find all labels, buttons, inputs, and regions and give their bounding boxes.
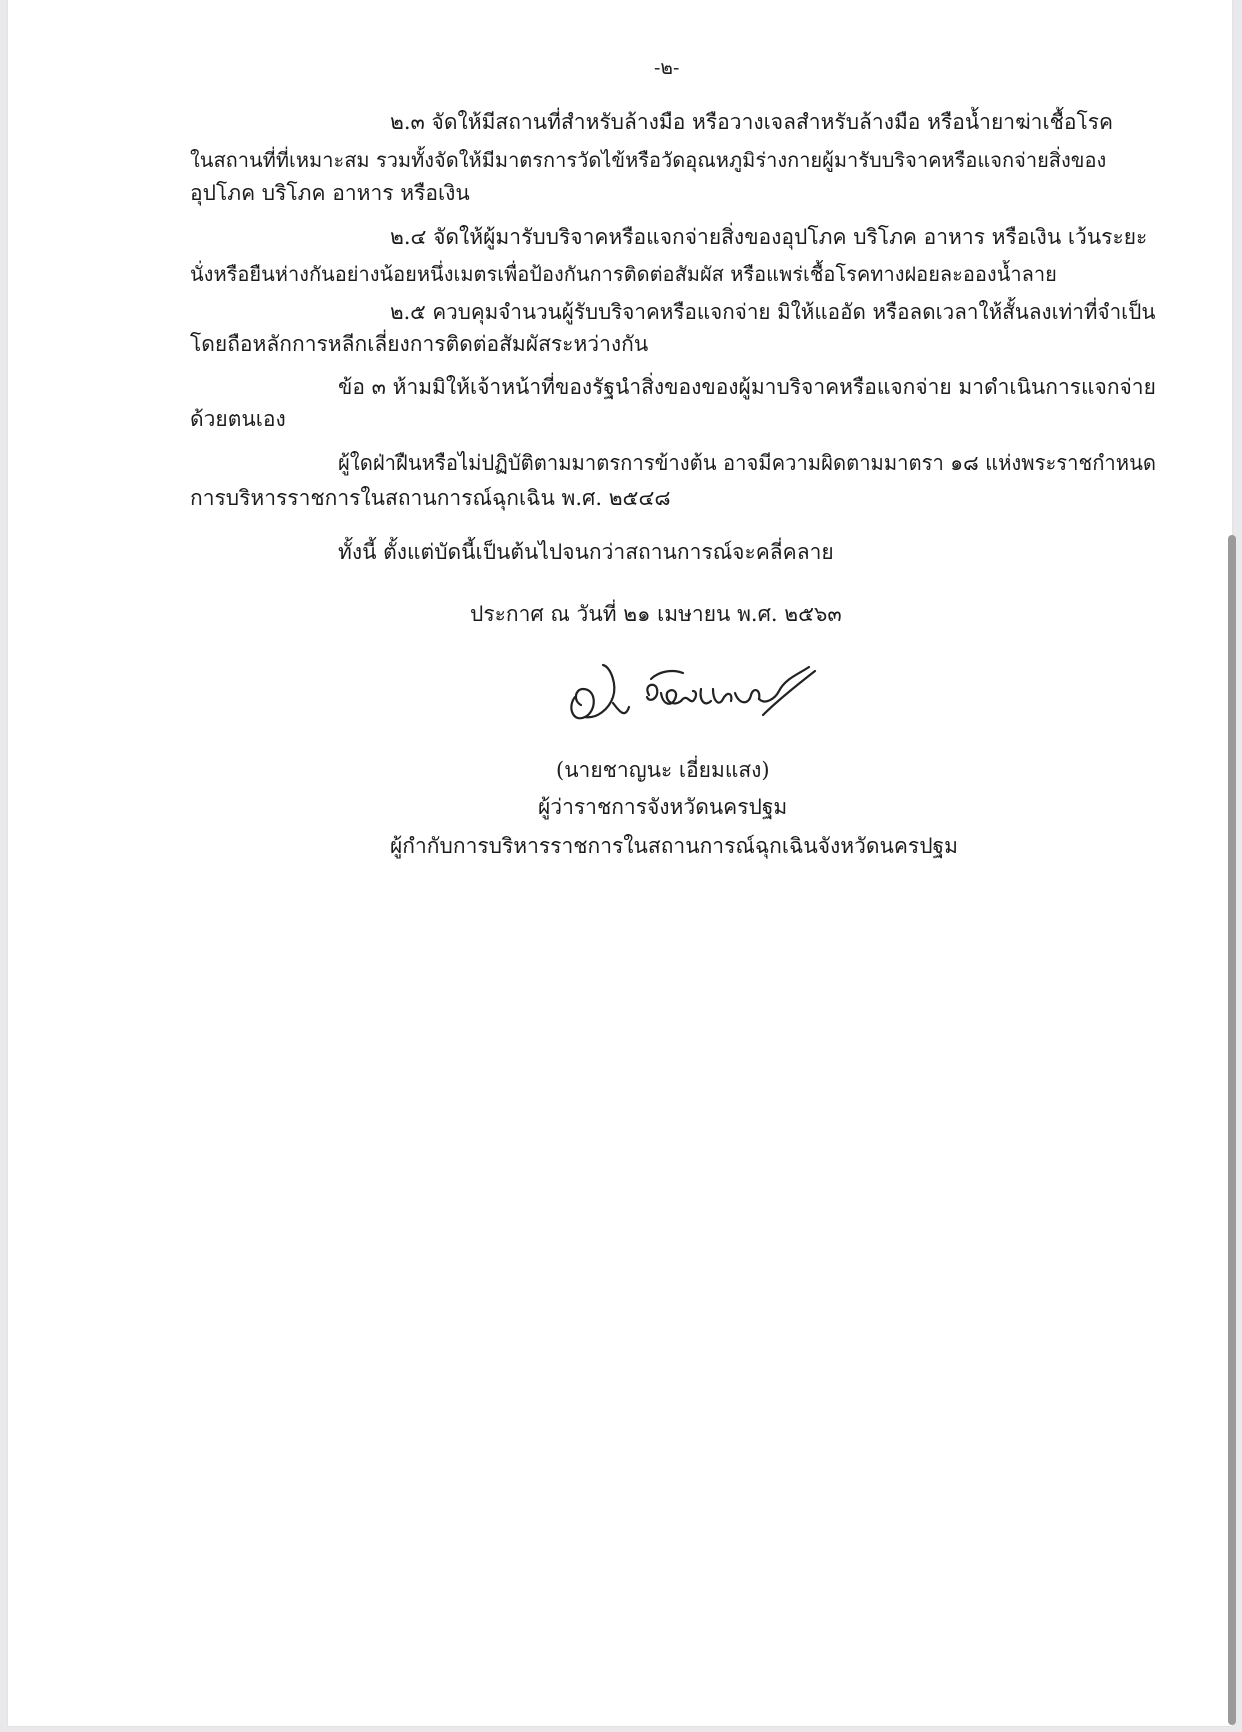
- signatory-title-governor: ผู้ว่าราชการจังหวัดนครปฐม: [538, 795, 788, 819]
- page-number: -๒-: [654, 57, 680, 79]
- document-page: [8, 0, 1232, 1726]
- clause-3-line-2: ด้วยตนเอง: [190, 407, 286, 431]
- clause-2-3-line-3: อุปโภค บริโภค อาหาร หรือเงิน: [190, 181, 470, 205]
- signature: [563, 645, 833, 735]
- signatory-title-emergency: ผู้กำกับการบริหารราชการในสถานการณ์ฉุกเฉินจังหวัดนครปฐม: [390, 834, 958, 858]
- signatory-name: (นายชาญนะ เอี่ยมแสง): [556, 758, 770, 782]
- penalty-line-2: การบริหารราชการในสถานการณ์ฉุกเฉิน พ.ศ. ๒๕๔๘: [190, 486, 671, 510]
- signature-image: [563, 645, 833, 735]
- penalty-line-1: ผู้ใดฝ่าฝืนหรือไม่ปฏิบัติตามมาตรการข้างต้น อาจมีความผิดตามมาตรา ๑๘ แห่งพระราชกำหนด: [338, 451, 1157, 475]
- clause-2-3-line-1: ๒.๓ จัดให้มีสถานที่สำหรับล้างมือ หรือวางเจลสำหรับล้างมือ หรือน้ำยาฆ่าเชื้อโรค: [390, 110, 1114, 134]
- announcement-date: ประกาศ ณ วันที่ ๒๑ เมษายน พ.ศ. ๒๕๖๓: [470, 602, 842, 626]
- vertical-scrollbar[interactable]: [1228, 535, 1236, 1725]
- clause-3-line-1: ข้อ ๓ ห้ามมิให้เจ้าหน้าที่ของรัฐนำสิ่งของของผู้มาบริจาคหรือแจกจ่าย มาดำเนินการแจกจ่าย: [338, 375, 1156, 399]
- effective-statement: ทั้งนี้ ตั้งแต่บัดนี้เป็นต้นไปจนกว่าสถานการณ์จะคลี่คลาย: [338, 540, 834, 564]
- clause-2-3-line-2: ในสถานที่ที่เหมาะสม รวมทั้งจัดให้มีมาตรการวัดไข้หรือวัดอุณหภูมิร่างกายผู้มารับบริจาคหรือแจกจ่ายสิ่งของ: [190, 148, 1107, 172]
- clause-2-5-line-2: โดยถือหลักการหลีกเลี่ยงการติดต่อสัมผัสระหว่างกัน: [190, 332, 649, 356]
- clause-2-5-line-1: ๒.๕ ควบคุมจำนวนผู้รับบริจาคหรือแจกจ่าย มิให้แออัด หรือลดเวลาให้สั้นลงเท่าที่จำเป็น: [390, 300, 1156, 324]
- clause-2-4-line-2: นั่งหรือยืนห่างกันอย่างน้อยหนึ่งเมตรเพื่อป้องกันการติดต่อสัมผัส หรือแพร่เชื้อโรคทางฝอยละอองน้ำลาย: [190, 262, 1057, 286]
- clause-2-4-line-1: ๒.๔ จัดให้ผู้มารับบริจาคหรือแจกจ่ายสิ่งของอุปโภค บริโภค อาหาร หรือเงิน เว้นระยะ: [390, 225, 1148, 249]
